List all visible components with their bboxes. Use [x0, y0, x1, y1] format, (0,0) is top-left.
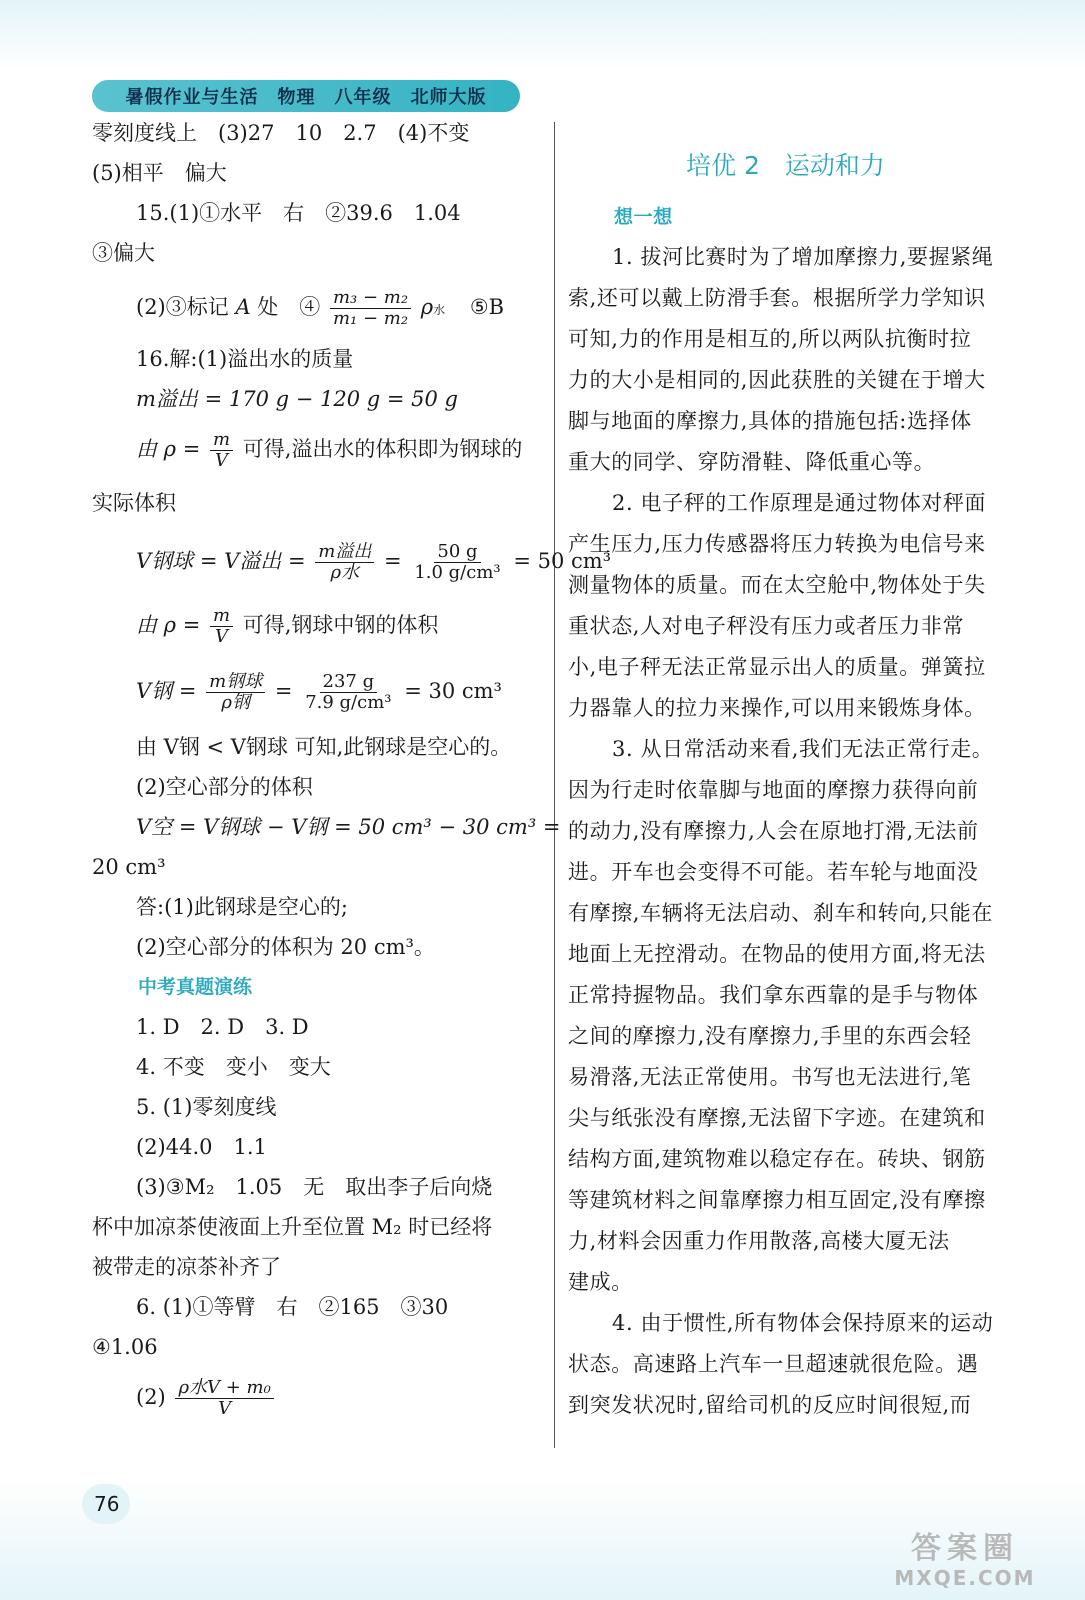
book-header-title: 暑假作业与生活 物理 八年级 北师大版 — [125, 87, 487, 108]
answer-line: (2)空心部分的体积 — [136, 775, 313, 799]
answer-line: ④1.06 — [92, 1335, 158, 1359]
paragraph-line: 的动力,没有摩擦力,人会在原地打滑,无法前 — [568, 819, 979, 843]
column-divider — [554, 122, 555, 1448]
fraction-numerator: 50 g — [434, 542, 480, 563]
fraction — [302, 672, 394, 713]
paragraph-line: 等建筑材料之间靠摩擦力相互固定,没有摩擦 — [568, 1188, 986, 1212]
answer-line: 被带走的凉茶补齐了 — [92, 1255, 281, 1279]
fraction-denominator: V — [218, 1398, 232, 1419]
formula-text: 可得,钢球中钢的体积 — [242, 613, 439, 637]
formula-text: = — [274, 679, 293, 703]
formula-text: 由 ρ = — [136, 613, 201, 637]
section-heading: 中考真题演练 — [138, 976, 253, 998]
fraction-numerator: m — [210, 606, 233, 627]
paragraph-line: 地面上无控滑动。在物品的使用方面,将无法 — [568, 942, 986, 966]
formula-line — [136, 542, 611, 583]
paragraph-line: 索,还可以戴上防滑手套。根据所学力学知识 — [568, 286, 986, 310]
paragraph-line: 进。开车也会变得不可能。若车轮与地面没 — [568, 860, 979, 884]
answer-line: 答:(1)此钢球是空心的; — [136, 895, 348, 919]
paragraph-line: 力的大小是相同的,因此获胜的关键在于增大 — [568, 368, 986, 392]
fraction-denominator: V — [215, 450, 229, 471]
fraction-numerator: 237 g — [320, 672, 378, 693]
answer-line: 零刻度线上 (3)27 10 2.7 (4)不变 — [92, 121, 470, 145]
answer-line: 6. (1)①等臂 右 ②165 ③30 — [136, 1295, 449, 1319]
formula-var: A — [235, 295, 251, 319]
fraction-numerator: m₃ − m₂ — [330, 288, 411, 309]
paragraph-line: 状态。高速路上汽车一旦超速就很危险。遇 — [568, 1352, 979, 1376]
watermark-top-text: 答案圈 — [911, 1531, 1019, 1566]
top-decorative-band — [0, 0, 1085, 70]
book-header-banner — [92, 80, 520, 112]
answer-line: 由 V钢 < V钢球 可知,此钢球是空心的。 — [136, 735, 512, 759]
paragraph-line: 之间的摩擦力,没有摩擦力,手里的东西会轻 — [568, 1024, 972, 1048]
paragraph-line: 产生压力,压力传感器将压力转换为电信号来 — [568, 532, 986, 556]
paragraph-line: 建成。 — [568, 1270, 633, 1294]
answer-line: 实际体积 — [92, 491, 176, 515]
paragraph-line: 重状态,人对电子秤没有压力或者压力非常 — [568, 614, 965, 638]
rho-symbol: ρ — [420, 295, 434, 319]
paragraph-line: 易滑落,无法正常使用。书写也无法进行,笔 — [568, 1065, 972, 1089]
formula-line-density — [136, 288, 504, 329]
paragraph-line: 脚与地面的摩擦力,具体的措施包括:选择体 — [568, 409, 972, 433]
formula-text: 可得,溢出水的体积即为钢球的 — [242, 437, 523, 461]
fraction-denominator: V — [215, 626, 229, 647]
subheading: 想一想 — [614, 206, 673, 228]
fraction-denominator: ρ钢 — [221, 692, 250, 713]
answer-line: 杯中加凉茶使液面上升至位置 M₂ 时已经将 — [92, 1215, 493, 1239]
watermark-bottom-text: MXQE.COM — [894, 1566, 1036, 1590]
formula-text: = — [384, 549, 402, 573]
paragraph-line: 结构方面,建筑物难以稳定存在。砖块、钢筋 — [568, 1147, 986, 1171]
paragraph-line: 4. 由于惯性,所有物体会保持原来的运动 — [612, 1311, 994, 1335]
rho-subscript: 水 — [433, 303, 446, 317]
paragraph-line: 力器靠人的拉力来操作,可以用来锻炼身体。 — [568, 696, 986, 720]
fraction-denominator: ρ水 — [330, 562, 360, 583]
fraction-numerator: ρ水V + m₀ — [175, 1378, 273, 1399]
answer-line: (3)③M₂ 1.05 无 取出李子后向烧 — [136, 1175, 493, 1199]
fraction — [210, 430, 233, 471]
watermark-logo — [875, 1532, 1055, 1596]
formula-text: ⑤B — [469, 295, 505, 319]
answer-line: ③偏大 — [92, 241, 155, 265]
fraction-denominator: 7.9 g/cm³ — [305, 692, 392, 713]
paragraph-line: 力,材料会因重力作用散落,高楼大厦无法 — [568, 1229, 950, 1253]
paragraph-line: 尖与纸张没有摩擦,无法留下字迹。在建筑和 — [568, 1106, 986, 1130]
section-title: 培优 2 运动和力 — [686, 151, 885, 180]
page-number: 76 — [94, 1492, 120, 1516]
paragraph-line: 有摩擦,车辆将无法启动、刹车和转向,只能在 — [568, 901, 993, 925]
answer-line: (2)44.0 1.1 — [136, 1135, 267, 1159]
answer-line: (5)相平 偏大 — [92, 161, 227, 185]
formula-text: 由 ρ = — [136, 437, 201, 461]
paragraph-line: 到突发状况时,留给司机的反应时间很短,而 — [568, 1393, 972, 1417]
fraction — [411, 542, 503, 583]
formula-text: = 30 cm³ — [404, 679, 502, 703]
answer-line: 15.(1)①水平 右 ②39.6 1.04 — [136, 201, 461, 225]
answer-line: 20 cm³ — [92, 855, 166, 879]
paragraph-line: 因为行走时依靠脚与地面的摩擦力获得向前 — [568, 778, 979, 802]
paragraph-line: 可知,力的作用是相互的,所以两队抗衡时拉 — [568, 327, 972, 351]
answer-line: 1. D 2. D 3. D — [136, 1015, 309, 1039]
fraction-denominator: m₁ − m₂ — [332, 308, 409, 329]
formula-text: V钢 = — [136, 679, 197, 703]
formula-text: (2) — [136, 1385, 166, 1409]
fraction — [206, 672, 265, 713]
paragraph-line: 正常持握物品。我们拿东西靠的是手与物体 — [568, 983, 979, 1007]
fraction — [330, 288, 411, 329]
formula-line — [136, 672, 502, 713]
paragraph-line: 3. 从日常活动来看,我们无法正常行走。 — [612, 737, 994, 761]
fraction-numerator: m溢出 — [315, 542, 374, 563]
formula-text: = 50 cm³ — [513, 549, 612, 573]
answer-line: (2)空心部分的体积为 20 cm³。 — [136, 935, 435, 959]
answer-line: 5. (1)零刻度线 — [136, 1095, 277, 1119]
formula-line — [136, 1378, 277, 1419]
fraction — [210, 606, 233, 647]
fraction-numerator: m钢球 — [206, 672, 265, 693]
fraction — [175, 1378, 273, 1419]
formula-line — [136, 606, 438, 647]
formula-text: V钢球 = V溢出 = — [136, 549, 306, 573]
paragraph-line: 1. 拔河比赛时为了增加摩擦力,要握紧绳 — [612, 245, 994, 269]
answer-line: 4. 不变 变小 变大 — [136, 1055, 331, 1079]
formula-text: 处 ④ — [257, 295, 321, 319]
formula-line — [136, 430, 522, 471]
paragraph-line: 测量物体的质量。而在太空舱中,物体处于失 — [568, 573, 986, 597]
paragraph-line: 重大的同学、穿防滑鞋、降低重心等。 — [568, 450, 936, 474]
formula-text: (2)③标记 — [136, 295, 229, 319]
fraction-numerator: m — [210, 430, 233, 451]
fraction — [315, 542, 374, 583]
formula-line: V空 = V钢球 − V钢 = 50 cm³ − 30 cm³ = — [136, 815, 561, 839]
paragraph-line: 2. 电子秤的工作原理是通过物体对秤面 — [612, 491, 987, 515]
formula-line: m溢出 = 170 g − 120 g = 50 g — [136, 387, 458, 411]
fraction-denominator: 1.0 g/cm³ — [414, 562, 501, 583]
paragraph-line: 小,电子秤无法正常显示出人的质量。弹簧拉 — [568, 655, 986, 679]
answer-line: 16.解:(1)溢出水的质量 — [136, 347, 354, 371]
